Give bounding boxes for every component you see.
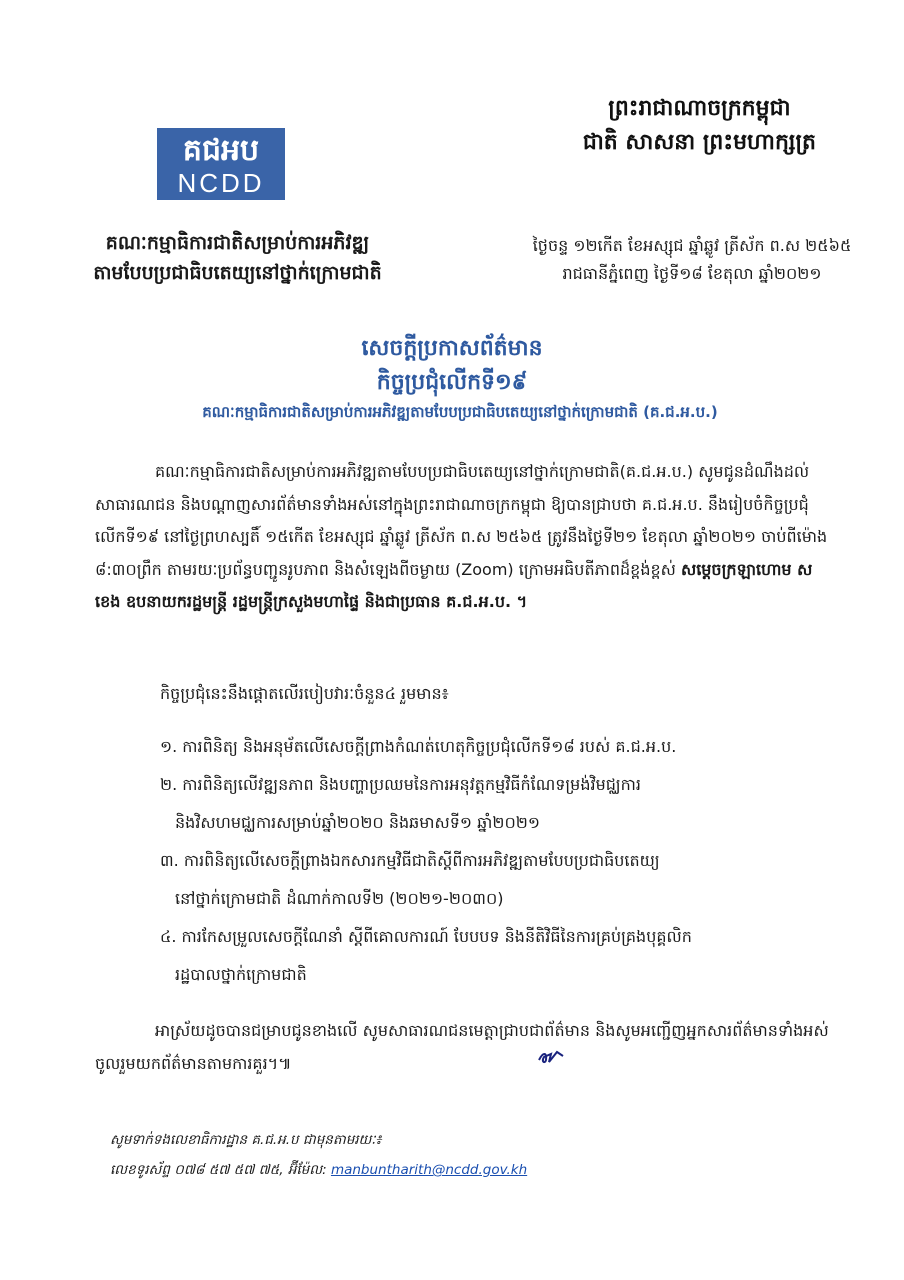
announcement-text: គណៈកម្មាធិការជាតិសម្រាប់ការអភិវឌ្ឍតាមបែបប្រជាធិបតេយ្យនៅថ្នាក់ក្រោមជាតិ(គ.ជ.អ.ប.) សូមជូនដំណឹងដល់សាធារណជន និងបណ្តាញសារព័ត៌មានទាំងអស់នៅក្នុងព្រះរាជាណាចក្រកម្ពុជា ឱ្យបានជ្រាបថា គ.ជ.អ.ប. នឹងរៀបចំកិច្ចប្រជុំលើកទី១៩ នៅថ្ងៃព្រហស្បតិ៍ ១៥កើត ខែអស្សុជ ឆ្នាំឆ្លូវ ត្រីស័ក ព.ស ២៥៦៥ ត្រូវនឹងថ្ងៃទី២១ ខែតុលា ឆ្នាំ២០២១ ចាប់ពីម៉ោង ៨:៣០ព្រឹក តាមរយៈប្រព័ន្ធបញ្ជូនរូបភាព និងសំឡេងពីចម្ងាយ (Zoom) ក្រោមអធិបតីភាពដ៏ខ្ពង់ខ្ពស់ xyxy=(95,462,828,579)
agenda-item-text: ១. ការពិនិត្យ និងអនុម័តលើសេចក្តីព្រាងកំណត់ហេតុកិច្ចប្រជុំលើកទី១៨ របស់ គ.ជ.អ.ប. xyxy=(160,737,677,756)
committee-line-2: តាមបែបប្រជាធិបតេយ្យនៅថ្នាក់ក្រោមជាតិ xyxy=(93,262,382,284)
agenda-item-text: ៤. ការកែសម្រួលសេចក្តីណែនាំ ស្តីពីគោលការណ៍ បែបបទ និងនីតិវិធីនៃការគ្រប់គ្រងបុគ្គលិក xyxy=(160,927,692,946)
closing-paragraph: អាស្រ័យដូចបានជម្រាបជូនខាងលើ សូមសាធារណជនមេត្តាជ្រាបជាព័ត៌មាន និងសូមអញ្ជើញអ្នកសារព័ត៌មានទាំងអស់ចូលរួមយកព័ត៌មានតាមការគួរ។៕ xyxy=(95,1021,829,1073)
motto-line: ជាតិ សាសនា ព្រះមហាក្សត្រ xyxy=(582,130,816,155)
agenda-list xyxy=(160,728,850,994)
meeting-title: កិច្ចប្រជុំលើកទី១៩ xyxy=(376,370,528,395)
document-title: សេចក្តីប្រកាសព័ត៌មាន xyxy=(361,336,543,361)
committee-name xyxy=(40,228,435,288)
date-block xyxy=(522,232,862,288)
solar-date: រាជធានីភ្នំពេញ ថ្ងៃទី១៨ ខែតុលា ឆ្នាំ២០២១ xyxy=(562,264,822,283)
committee-full-title: គណៈកម្មាធិការជាតិសម្រាប់ការអភិវឌ្ឍតាមបែបប្រជាធិបតេយ្យនៅថ្នាក់ក្រោមជាតិ (គ.ជ.អ.ប.) xyxy=(202,403,718,421)
agenda-item-text: ៣. ការពិនិត្យលើសេចក្តីព្រាងឯកសារកម្មវិធីជាតិស្តីពីការអភិវឌ្ឍតាមបែបប្រជាធិបតេយ្យ xyxy=(160,851,660,870)
agenda-item xyxy=(160,728,850,766)
agenda-item xyxy=(160,842,850,918)
ncdd-logo xyxy=(157,128,285,200)
kingdom-line: ព្រះរាជាណាចក្រកម្ពុជា xyxy=(608,96,791,121)
contact-intro: សូមទាក់ទងលេខាធិការដ្ឋាន គ.ជ.អ.ប ជាមុនតាមរយៈ៖ xyxy=(110,1132,382,1148)
initial-signature xyxy=(537,1048,565,1066)
contact-footer xyxy=(110,1125,527,1185)
agenda-item-text: ២. ការពិនិត្យលើវឌ្ឍនភាព និងបញ្ហាប្រឈមនៃការអនុវត្តកម្មវិធីកំណែទម្រង់វិមជ្ឈការ xyxy=(160,775,641,794)
lunar-date: ថ្ងៃចន្ទ ១២កើត ខែអស្សុជ ឆ្នាំឆ្លូវ ត្រីស័ក ព.ស ២៥៦៥ xyxy=(532,236,852,255)
contact-line xyxy=(110,1155,527,1185)
agenda-intro: កិច្ចប្រជុំនេះនឹងផ្តោតលើរបៀបវារៈចំនួន៤ រួមមាន៖ xyxy=(160,684,449,703)
agenda-item-continuation: និងវិសហមជ្ឈការសម្រាប់ឆ្នាំ២០២០ និងឆមាសទី១ ឆ្នាំ២០២១ xyxy=(175,813,541,832)
agenda-item-continuation: នៅថ្នាក់ក្រោមជាតិ ដំណាក់កាលទី២ (២០២១-២០៣០) xyxy=(175,889,504,908)
agenda-item xyxy=(160,766,850,842)
kingdom-heading xyxy=(583,92,816,160)
logo-latin-text: NCDD xyxy=(177,168,265,198)
chairman-text: សម្តេចក្រឡាហោម ស ខេង ឧបនាយករដ្ឋមន្ត្រី រដ្ឋមន្ត្រីក្រសួងមហាផ្ទៃ និងជាប្រធាន គ.ជ.អ.ប. ។ xyxy=(95,559,813,611)
logo-khmer-text: គជអប xyxy=(182,133,260,168)
committee-line-1: គណៈកម្មាធិការជាតិសម្រាប់ការអភិវឌ្ឍ xyxy=(105,232,370,254)
email-link[interactable]: manbuntharith@ncdd.gov.kh xyxy=(330,1162,528,1178)
agenda-item-continuation: រដ្ឋបាលថ្នាក់ក្រោមជាតិ xyxy=(175,965,307,984)
agenda-item xyxy=(160,918,850,994)
phone-text: លេខទូរស័ព្ទ ០៧៨ ៥៧ ៥៧ ៧៥, អ៊ីម៉ែល: xyxy=(110,1162,331,1178)
announcement-paragraph xyxy=(95,456,835,619)
